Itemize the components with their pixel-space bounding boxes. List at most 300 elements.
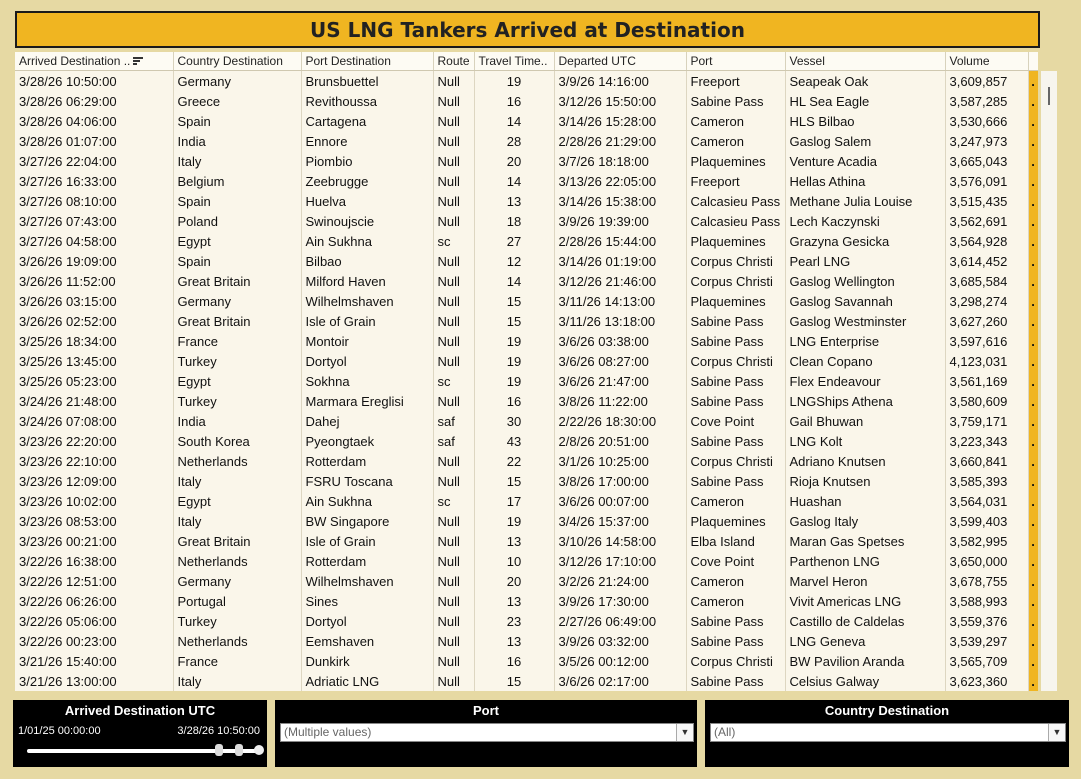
range-min-label: 1/01/25 00:00:00 <box>18 725 101 737</box>
table-cell: 3,247,973 <box>945 131 1028 151</box>
table-cell: 16 <box>474 651 554 671</box>
row-marker: . <box>1028 71 1038 92</box>
table-cell: 3/23/26 08:53:00 <box>15 511 173 531</box>
table-cell: Null <box>433 171 474 191</box>
table-cell: 3,759,171 <box>945 411 1028 431</box>
table-row[interactable] <box>15 551 1038 571</box>
col-header-port-destination[interactable]: Port Destination <box>301 52 433 71</box>
table-cell: 3,665,043 <box>945 151 1028 171</box>
port-dropdown-value: (Multiple values) <box>284 725 372 739</box>
table-cell: Cameron <box>686 591 785 611</box>
table-cell: India <box>173 131 301 151</box>
row-marker: . <box>1028 391 1038 411</box>
table-row[interactable] <box>15 591 1038 611</box>
table-cell: Ain Sukhna <box>301 491 433 511</box>
table-cell: Montoir <box>301 331 433 351</box>
table-cell: Milford Haven <box>301 271 433 291</box>
slider-handle-left[interactable] <box>215 744 223 756</box>
table-cell: 3/26/26 19:09:00 <box>15 251 173 271</box>
table-cell: Greece <box>173 91 301 111</box>
table-row[interactable] <box>15 391 1038 411</box>
table-cell: Dortyol <box>301 351 433 371</box>
table-cell: Rotterdam <box>301 551 433 571</box>
table-cell: Null <box>433 611 474 631</box>
table-cell: Null <box>433 631 474 651</box>
table-cell: Great Britain <box>173 311 301 331</box>
slider-handle-right[interactable] <box>235 744 243 756</box>
table-cell: 2/27/26 06:49:00 <box>554 611 686 631</box>
table-cell: Cameron <box>686 571 785 591</box>
table-cell: France <box>173 331 301 351</box>
table-cell: sc <box>433 231 474 251</box>
table-cell: Null <box>433 571 474 591</box>
table-cell: 3/22/26 05:06:00 <box>15 611 173 631</box>
col-header-country[interactable]: Country Destination <box>173 52 301 71</box>
table-cell: Celsius Galway <box>785 671 945 691</box>
table-cell: 10 <box>474 551 554 571</box>
row-marker: . <box>1028 191 1038 211</box>
table-cell: Methane Julia Louise <box>785 191 945 211</box>
filter-title: Port <box>473 703 499 718</box>
table-cell: Sabine Pass <box>686 631 785 651</box>
table-row[interactable] <box>15 311 1038 331</box>
table-cell: 3/6/26 00:07:00 <box>554 491 686 511</box>
table-cell: 22 <box>474 451 554 471</box>
table-cell: 27 <box>474 231 554 251</box>
table-cell: BW Singapore <box>301 511 433 531</box>
table-cell: 3/26/26 11:52:00 <box>15 271 173 291</box>
table-cell: Italy <box>173 511 301 531</box>
table-cell: 3/10/26 14:58:00 <box>554 531 686 551</box>
col-header-route[interactable]: Route <box>433 52 474 71</box>
table-scrollbar[interactable] <box>1041 71 1057 691</box>
table-cell: 3,597,616 <box>945 331 1028 351</box>
country-dropdown[interactable] <box>710 723 1066 742</box>
table-cell: Plaquemines <box>686 231 785 251</box>
table-cell: 3/12/26 21:46:00 <box>554 271 686 291</box>
table-row[interactable] <box>15 491 1038 511</box>
table-cell: 3/24/26 21:48:00 <box>15 391 173 411</box>
table-cell: Pyeongtaek <box>301 431 433 451</box>
table-cell: Null <box>433 211 474 231</box>
row-marker: . <box>1028 611 1038 631</box>
table-cell: Sokhna <box>301 371 433 391</box>
col-header-port[interactable]: Port <box>686 52 785 71</box>
table-cell: Poland <box>173 211 301 231</box>
table-cell: Great Britain <box>173 271 301 291</box>
row-marker: . <box>1028 531 1038 551</box>
row-marker: . <box>1028 431 1038 451</box>
table-cell: LNG Enterprise <box>785 331 945 351</box>
table-cell: Italy <box>173 471 301 491</box>
table-body <box>15 71 1038 692</box>
table-cell: 3,599,403 <box>945 511 1028 531</box>
table-cell: Lech Kaczynski <box>785 211 945 231</box>
scrollbar-thumb[interactable] <box>1048 87 1050 105</box>
table-cell: France <box>173 651 301 671</box>
row-marker: . <box>1028 311 1038 331</box>
filter-port <box>275 700 697 767</box>
table-row[interactable] <box>15 351 1038 371</box>
table-cell: Zeebrugge <box>301 171 433 191</box>
table-cell: Italy <box>173 151 301 171</box>
row-marker: . <box>1028 411 1038 431</box>
table-cell: Gaslog Salem <box>785 131 945 151</box>
table-cell: 18 <box>474 211 554 231</box>
table-cell: 3/11/26 14:13:00 <box>554 291 686 311</box>
table-row[interactable] <box>15 331 1038 351</box>
table-cell: Gaslog Westminster <box>785 311 945 331</box>
table-cell: 3/12/26 15:50:00 <box>554 91 686 111</box>
table-cell: Hellas Athina <box>785 171 945 191</box>
table-row[interactable] <box>15 291 1038 311</box>
row-marker: . <box>1028 671 1038 691</box>
table-cell: LNG Geneva <box>785 631 945 651</box>
table-cell: Null <box>433 331 474 351</box>
filter-title: Country Destination <box>824 703 950 718</box>
port-dropdown[interactable] <box>280 723 694 742</box>
table-cell: Null <box>433 151 474 171</box>
row-marker: . <box>1028 571 1038 591</box>
table-cell: Null <box>433 471 474 491</box>
table-cell: Belgium <box>173 171 301 191</box>
table-cell: 3/22/26 12:51:00 <box>15 571 173 591</box>
table-cell: 3/21/26 13:00:00 <box>15 671 173 691</box>
table-cell: Null <box>433 111 474 131</box>
table-cell: saf <box>433 431 474 451</box>
table-cell: Rioja Knutsen <box>785 471 945 491</box>
table-cell: Null <box>433 251 474 271</box>
row-marker: . <box>1028 451 1038 471</box>
row-marker: . <box>1028 171 1038 191</box>
table-cell: 3/26/26 02:52:00 <box>15 311 173 331</box>
row-marker: . <box>1028 91 1038 111</box>
table-cell: Ennore <box>301 131 433 151</box>
table-cell: Null <box>433 351 474 371</box>
table-cell: 3,565,709 <box>945 651 1028 671</box>
table-row[interactable] <box>15 451 1038 471</box>
table-row[interactable] <box>15 91 1038 111</box>
table-cell: Germany <box>173 71 301 92</box>
dashboard-title: US LNG Tankers Arrived at Destination <box>15 11 1040 48</box>
chevron-down-icon[interactable]: ▼ <box>676 724 693 741</box>
table-cell: 3,614,452 <box>945 251 1028 271</box>
table-cell: Cartagena <box>301 111 433 131</box>
table-cell: Null <box>433 311 474 331</box>
row-marker: . <box>1028 211 1038 231</box>
table-cell: Corpus Christi <box>686 271 785 291</box>
table-row[interactable] <box>15 71 1038 92</box>
table-cell: Portugal <box>173 591 301 611</box>
table-cell: 3/9/26 17:30:00 <box>554 591 686 611</box>
tankers-table <box>15 52 1038 691</box>
row-marker: . <box>1028 331 1038 351</box>
chevron-down-icon[interactable]: ▼ <box>1048 724 1065 741</box>
table-cell: Corpus Christi <box>686 651 785 671</box>
row-marker: . <box>1028 511 1038 531</box>
table-cell: Germany <box>173 571 301 591</box>
table-cell: 15 <box>474 291 554 311</box>
table-cell: Corpus Christi <box>686 351 785 371</box>
table-row[interactable] <box>15 571 1038 591</box>
table-cell: Null <box>433 651 474 671</box>
filter-arrived-destination <box>13 700 267 767</box>
sort-icon[interactable] <box>133 56 143 66</box>
table-cell: Cove Point <box>686 551 785 571</box>
table-cell: 15 <box>474 471 554 491</box>
row-marker: . <box>1028 291 1038 311</box>
table-cell: 3/22/26 00:23:00 <box>15 631 173 651</box>
table-cell: Egypt <box>173 371 301 391</box>
table-cell: 3/23/26 22:10:00 <box>15 451 173 471</box>
table-row[interactable] <box>15 471 1038 491</box>
table-cell: Adriano Knutsen <box>785 451 945 471</box>
row-marker: . <box>1028 651 1038 671</box>
range-max-label: 3/28/26 10:50:00 <box>177 725 260 737</box>
table-cell: 3,627,260 <box>945 311 1028 331</box>
table-cell: Italy <box>173 671 301 691</box>
table-cell: Sabine Pass <box>686 91 785 111</box>
table-cell: Dortyol <box>301 611 433 631</box>
col-header-travel-time[interactable]: Travel Time.. <box>474 52 554 71</box>
table-cell: 2/8/26 20:51:00 <box>554 431 686 451</box>
table-cell: 3/9/26 03:32:00 <box>554 631 686 651</box>
table-cell: Plaquemines <box>686 511 785 531</box>
table-cell: 14 <box>474 271 554 291</box>
table-cell: 3,561,169 <box>945 371 1028 391</box>
table-cell: Turkey <box>173 611 301 631</box>
filter-title: Arrived Destination UTC <box>64 703 216 718</box>
table-cell: Sabine Pass <box>686 391 785 411</box>
table-cell: Cameron <box>686 111 785 131</box>
table-row[interactable] <box>15 511 1038 531</box>
table-cell: Marmara Ereglisi <box>301 391 433 411</box>
col-header-arrived[interactable]: Arrived Destination .. <box>15 52 173 71</box>
table-cell: 15 <box>474 311 554 331</box>
table-cell: 3/14/26 15:38:00 <box>554 191 686 211</box>
row-marker: . <box>1028 111 1038 131</box>
table-cell: Cove Point <box>686 411 785 431</box>
country-dropdown-value: (All) <box>714 725 736 739</box>
table-cell: Sabine Pass <box>686 311 785 331</box>
table-cell: 16 <box>474 91 554 111</box>
table-cell: Turkey <box>173 391 301 411</box>
table-cell: 3/14/26 01:19:00 <box>554 251 686 271</box>
table-cell: 3,609,857 <box>945 71 1028 92</box>
table-cell: Null <box>433 531 474 551</box>
table-cell: Null <box>433 551 474 571</box>
table-row[interactable] <box>15 251 1038 271</box>
row-marker: . <box>1028 231 1038 251</box>
table-cell: 15 <box>474 671 554 691</box>
table-cell: Null <box>433 591 474 611</box>
table-cell: 3,580,609 <box>945 391 1028 411</box>
table-cell: 3/8/26 17:00:00 <box>554 471 686 491</box>
table-cell: 3/27/26 08:10:00 <box>15 191 173 211</box>
table-cell: 3,585,393 <box>945 471 1028 491</box>
table-row[interactable] <box>15 111 1038 131</box>
filter-country-destination <box>705 700 1069 767</box>
table-cell: 3/23/26 12:09:00 <box>15 471 173 491</box>
table-cell: 3/22/26 16:38:00 <box>15 551 173 571</box>
table-cell: Marvel Heron <box>785 571 945 591</box>
table-cell: 3,564,928 <box>945 231 1028 251</box>
table-cell: Gaslog Savannah <box>785 291 945 311</box>
table-cell: LNG Kolt <box>785 431 945 451</box>
table-cell: 3/6/26 03:38:00 <box>554 331 686 351</box>
table-cell: 3,564,031 <box>945 491 1028 511</box>
table-cell: 13 <box>474 531 554 551</box>
table-cell: 43 <box>474 431 554 451</box>
table-cell: Gail Bhuwan <box>785 411 945 431</box>
col-header-vessel[interactable]: Vessel <box>785 52 945 71</box>
table-cell: 3/11/26 13:18:00 <box>554 311 686 331</box>
table-cell: Dunkirk <box>301 651 433 671</box>
table-cell: Null <box>433 91 474 111</box>
table-cell: 3/13/26 22:05:00 <box>554 171 686 191</box>
table-cell: Castillo de Caldelas <box>785 611 945 631</box>
table-cell: 3/27/26 07:43:00 <box>15 211 173 231</box>
table-cell: 3/23/26 10:02:00 <box>15 491 173 511</box>
table-cell: Null <box>433 131 474 151</box>
row-marker: . <box>1028 371 1038 391</box>
table-cell: Null <box>433 451 474 471</box>
table-cell: Corpus Christi <box>686 451 785 471</box>
table-row[interactable] <box>15 151 1038 171</box>
table-cell: Huashan <box>785 491 945 511</box>
table-cell: Cameron <box>686 491 785 511</box>
table-cell: 13 <box>474 631 554 651</box>
table-cell: 3/27/26 22:04:00 <box>15 151 173 171</box>
table-cell: 3,623,360 <box>945 671 1028 691</box>
table-cell: 3/28/26 04:06:00 <box>15 111 173 131</box>
table-row[interactable] <box>15 131 1038 151</box>
table-cell: 20 <box>474 571 554 591</box>
table-cell: Null <box>433 671 474 691</box>
table-cell: Netherlands <box>173 551 301 571</box>
table-cell: 14 <box>474 171 554 191</box>
row-marker: . <box>1028 351 1038 371</box>
table-cell: Pearl LNG <box>785 251 945 271</box>
table-cell: HLS Bilbao <box>785 111 945 131</box>
table-cell: 3/23/26 22:20:00 <box>15 431 173 451</box>
table-cell: FSRU Toscana <box>301 471 433 491</box>
table-cell: 3/25/26 18:34:00 <box>15 331 173 351</box>
table-cell: Sabine Pass <box>686 611 785 631</box>
row-marker: . <box>1028 471 1038 491</box>
row-marker: . <box>1028 131 1038 151</box>
table-cell: South Korea <box>173 431 301 451</box>
table-cell: Adriatic LNG <box>301 671 433 691</box>
table-cell: 17 <box>474 491 554 511</box>
table-cell: 3,223,343 <box>945 431 1028 451</box>
table-cell: HL Sea Eagle <box>785 91 945 111</box>
col-header-volume[interactable]: Volume <box>945 52 1028 71</box>
table-row[interactable] <box>15 371 1038 391</box>
table-row[interactable] <box>15 531 1038 551</box>
table-cell: Sabine Pass <box>686 431 785 451</box>
table-cell: 3/12/26 17:10:00 <box>554 551 686 571</box>
table-cell: Gaslog Italy <box>785 511 945 531</box>
table-cell: Calcasieu Pass <box>686 191 785 211</box>
table-cell: Grazyna Gesicka <box>785 231 945 251</box>
table-cell: Piombio <box>301 151 433 171</box>
row-marker: . <box>1028 631 1038 651</box>
table-cell: Sabine Pass <box>686 331 785 351</box>
row-marker: . <box>1028 151 1038 171</box>
table-cell: 3/28/26 10:50:00 <box>15 71 173 92</box>
table-row[interactable] <box>15 271 1038 291</box>
table-row[interactable] <box>15 231 1038 251</box>
table-cell: Spain <box>173 251 301 271</box>
table-cell: Sabine Pass <box>686 471 785 491</box>
row-marker: . <box>1028 591 1038 611</box>
table-cell: Egypt <box>173 491 301 511</box>
table-cell: Maran Gas Spetses <box>785 531 945 551</box>
table-cell: saf <box>433 411 474 431</box>
table-cell: 3/5/26 00:12:00 <box>554 651 686 671</box>
table-cell: 3/14/26 15:28:00 <box>554 111 686 131</box>
table-cell: Bilbao <box>301 251 433 271</box>
table-cell: 3,559,376 <box>945 611 1028 631</box>
table-row[interactable] <box>15 611 1038 631</box>
table-cell: 2/22/26 18:30:00 <box>554 411 686 431</box>
table-cell: 3/28/26 06:29:00 <box>15 91 173 111</box>
table-row[interactable] <box>15 411 1038 431</box>
table-cell: 19 <box>474 331 554 351</box>
table-cell: Huelva <box>301 191 433 211</box>
col-header-departed[interactable]: Departed UTC <box>554 52 686 71</box>
table-cell: 3/4/26 15:37:00 <box>554 511 686 531</box>
slider-end-knob[interactable] <box>254 745 264 755</box>
table-cell: Sines <box>301 591 433 611</box>
table-row[interactable] <box>15 671 1038 691</box>
table-cell: Freeport <box>686 171 785 191</box>
table-cell: 19 <box>474 351 554 371</box>
table-cell: Elba Island <box>686 531 785 551</box>
table-row[interactable] <box>15 171 1038 191</box>
table-header <box>15 52 1038 71</box>
table-cell: Rotterdam <box>301 451 433 471</box>
table-row[interactable] <box>15 191 1038 211</box>
table-row[interactable] <box>15 211 1038 231</box>
table-cell: Eemshaven <box>301 631 433 651</box>
table-cell: Seapeak Oak <box>785 71 945 92</box>
table-cell: 23 <box>474 611 554 631</box>
table-cell: 3/25/26 13:45:00 <box>15 351 173 371</box>
table-row[interactable] <box>15 631 1038 651</box>
table-cell: Flex Endeavour <box>785 371 945 391</box>
table-cell: 3/6/26 02:17:00 <box>554 671 686 691</box>
table-cell: 3,298,274 <box>945 291 1028 311</box>
table-cell: Sabine Pass <box>686 671 785 691</box>
row-marker: . <box>1028 271 1038 291</box>
table-cell: 12 <box>474 251 554 271</box>
table-row[interactable] <box>15 431 1038 451</box>
table-cell: 3/6/26 21:47:00 <box>554 371 686 391</box>
table-cell: Swinoujscie <box>301 211 433 231</box>
table-cell: Spain <box>173 111 301 131</box>
table-cell: 20 <box>474 151 554 171</box>
table-cell: 3,562,691 <box>945 211 1028 231</box>
table-cell: Null <box>433 271 474 291</box>
table-cell: 13 <box>474 591 554 611</box>
table-row[interactable] <box>15 651 1038 671</box>
table-cell: Revithoussa <box>301 91 433 111</box>
table-cell: 19 <box>474 371 554 391</box>
table-cell: Isle of Grain <box>301 531 433 551</box>
table-cell: 3/9/26 19:39:00 <box>554 211 686 231</box>
